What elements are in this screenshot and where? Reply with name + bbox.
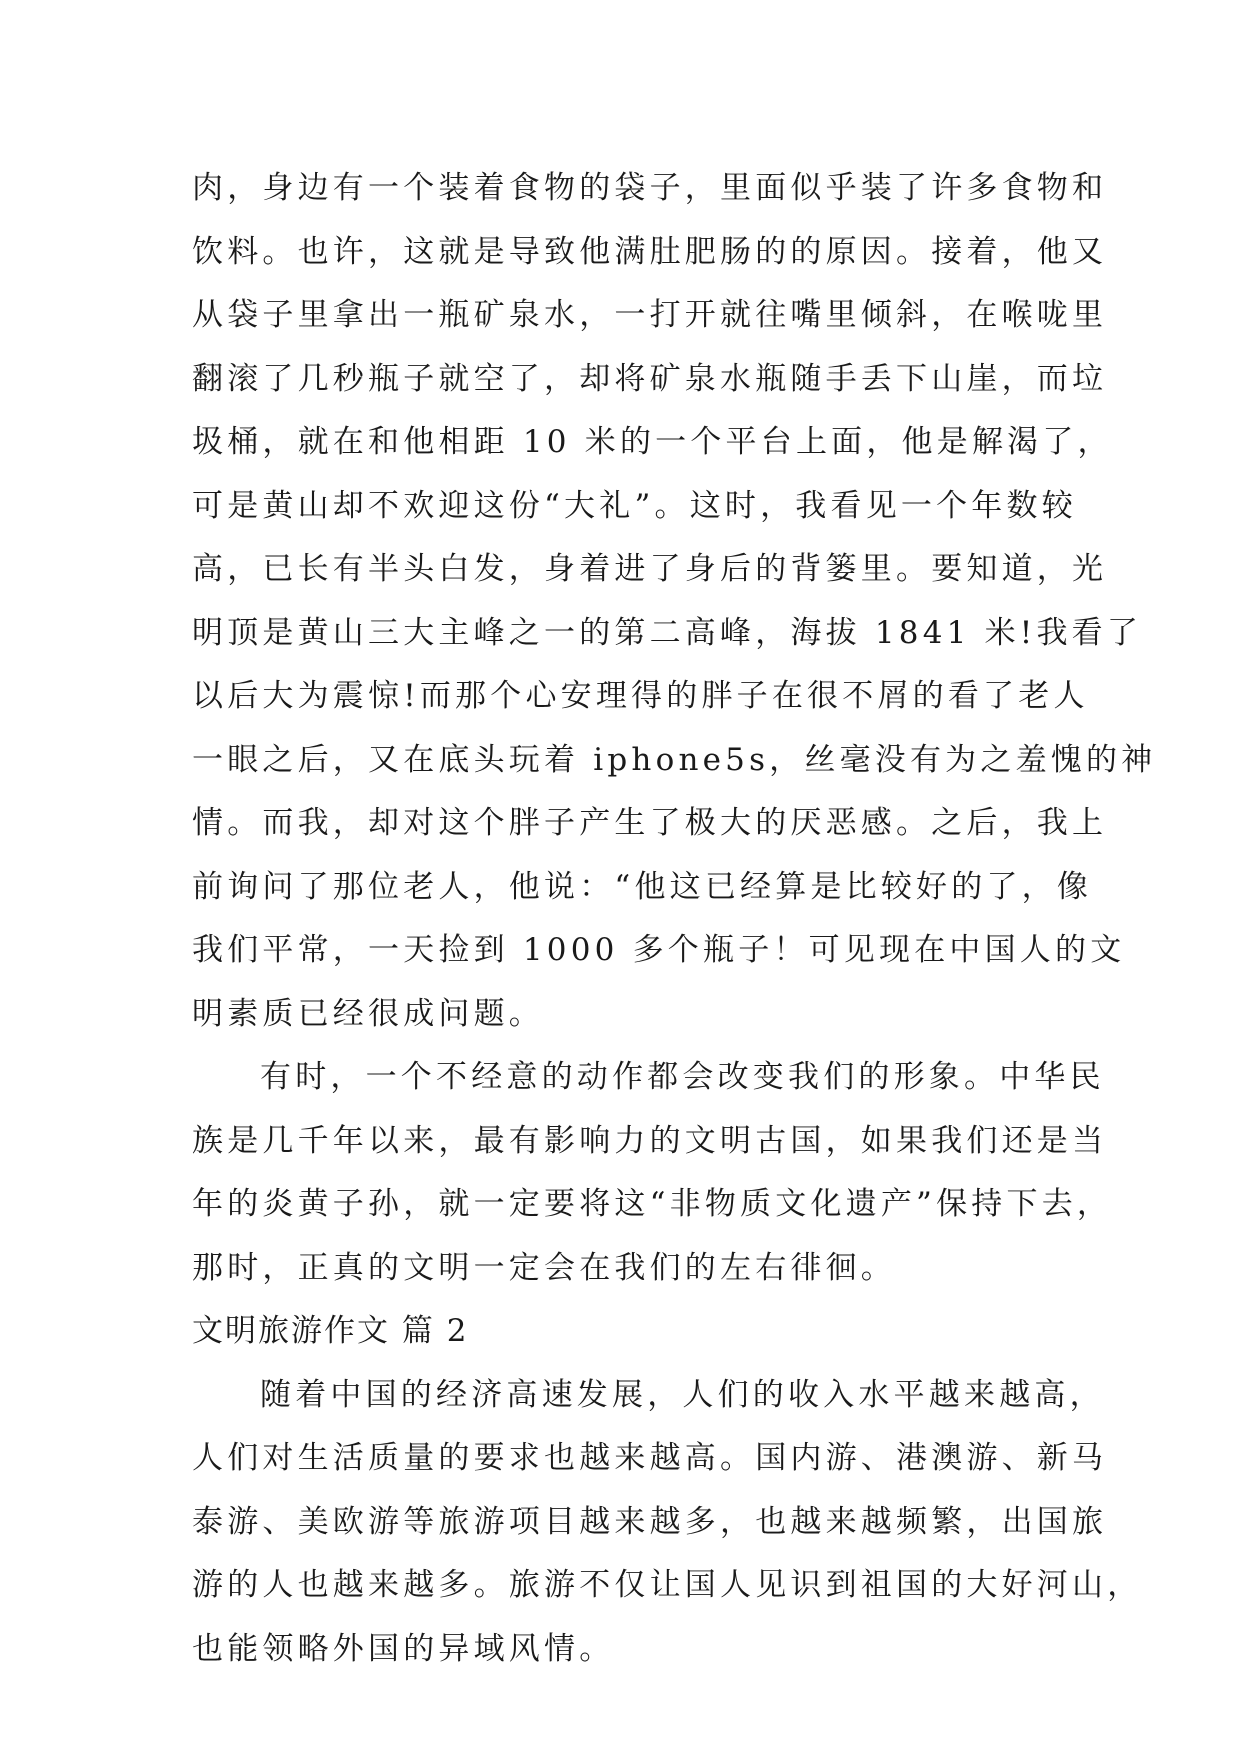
text-line: 圾桶，就在和他相距 10 米的一个平台上面，他是解渴了， (192, 424, 1113, 460)
text-line: 人们对生活质量的要求也越来越高。国内游、港澳游、新马 (192, 1440, 1108, 1476)
text-line: 高，已长有半头白发，身着进了身后的背篓里。要知道，光 (192, 551, 1108, 587)
text-line: 从袋子里拿出一瓶矿泉水，一打开就往嘴里倾斜，在喉咙里 (192, 297, 1108, 333)
text-line: 游的人也越来越多。旅游不仅让国人见识到祖国的大好河山， (192, 1567, 1143, 1603)
text-line: 饮料。也许，这就是导致他满肚肥肠的的原因。接着，他又 (192, 233, 1108, 270)
text-line: 那时，正真的文明一定会在我们的左右徘徊。 (192, 1249, 896, 1286)
text-line: 肉，身边有一个装着食物的袋子，里面似乎装了许多食物和 (192, 170, 1108, 206)
text-line: 一眼之后，又在底头玩着 iphone5s，丝毫没有为之羞愧的神 (192, 741, 1157, 778)
text-line: 也能领略外国的异域风情。 (192, 1630, 615, 1667)
text-line: 泰游、美欧游等旅游项目越来越多，也越来越频繁，出国旅 (192, 1503, 1108, 1540)
text-line: 明顶是黄山三大主峰之一的第二高峰，海拔 1841 米!我看了 (192, 614, 1143, 651)
text-line: 可是黄山却不欢迎这份“大礼”。这时，我看见一个年数较 (192, 487, 1077, 524)
paragraph-1 (192, 157, 1157, 1046)
text-line: 情。而我，却对这个胖子产生了极大的厌恶感。之后，我上 (192, 805, 1108, 841)
text-line: 以后大为震惊!而那个心安理得的胖子在很不屑的看了老人 (192, 678, 1089, 714)
text-line: 翻滚了几秒瓶子就空了，却将矿泉水瓶随手丢下山崖，而垃 (192, 360, 1108, 397)
text-line: 族是几千年以来，最有影响力的文明古国，如果我们还是当 (192, 1122, 1108, 1159)
text-line: 我们平常，一天捡到 1000 多个瓶子！可见现在中国人的文 (192, 932, 1126, 968)
text-line: 明素质已经很成问题。 (192, 995, 544, 1032)
section-heading: 文明旅游作文 篇 2 (192, 1313, 469, 1349)
text-line: 随着中国的经济高速发展，人们的收入水平越来越高， (260, 1376, 1105, 1413)
text-line: 有时，一个不经意的动作都会改变我们的形象。中华民 (260, 1059, 1105, 1095)
paragraph-3 (192, 1364, 1143, 1682)
text-line: 年的炎黄子孙，就一定要将这“非物质文化遗产”保持下去， (192, 1186, 1113, 1222)
paragraph-2 (192, 1046, 1113, 1300)
text-line: 前询问了那位老人，他说：“他这已经算是比较好的了，像 (192, 868, 1093, 905)
document-body (192, 157, 1157, 1681)
